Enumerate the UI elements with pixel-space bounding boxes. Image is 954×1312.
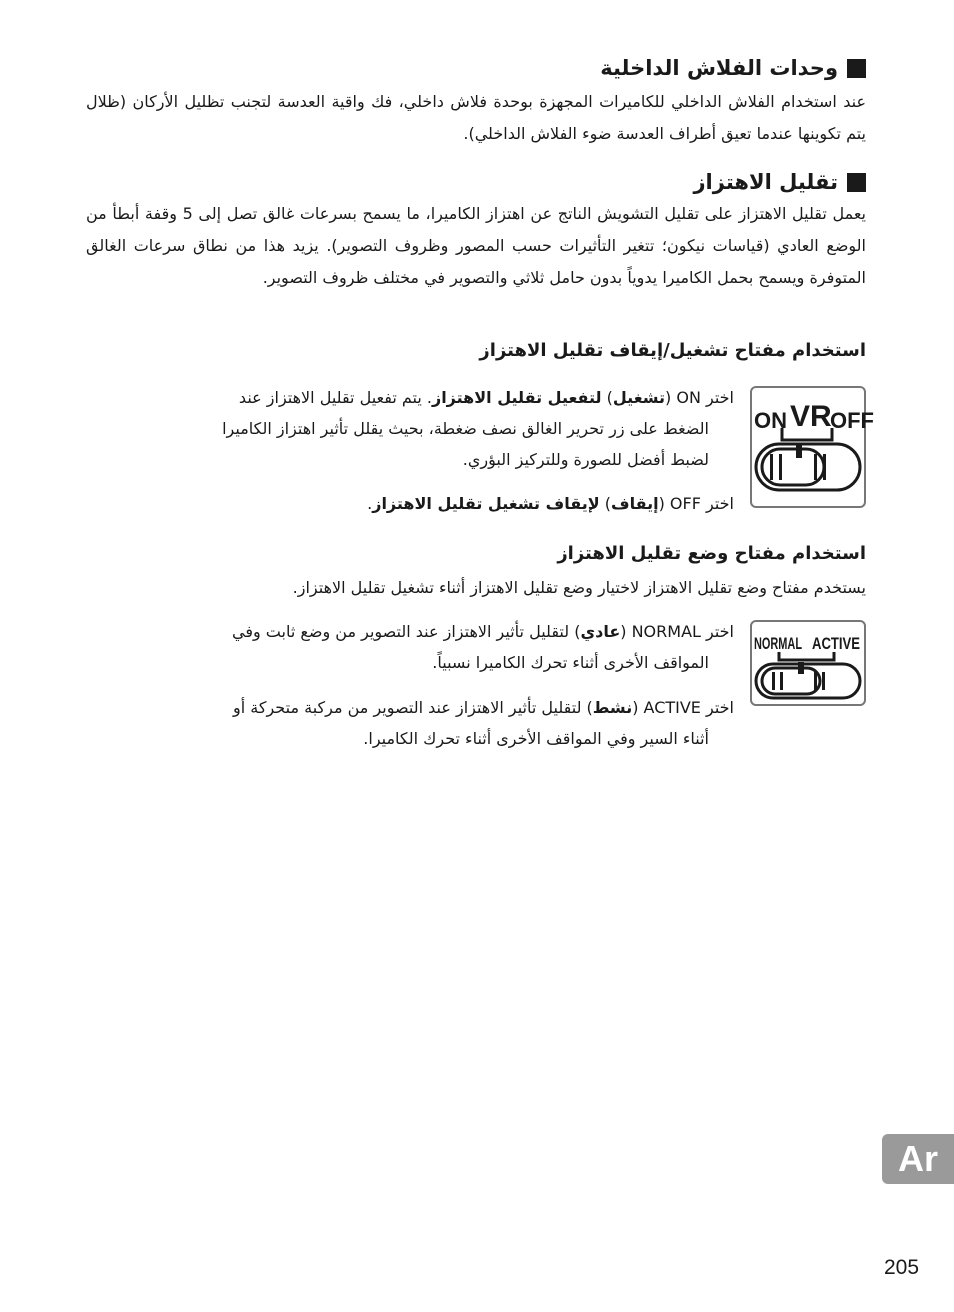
flash-paragraph: عند استخدام الفلاش الداخلي للكاميرات المجهزة بوحدة فلاش داخلي، فك واقية العدسة لتجنب تظليل الأركان (ظلال يتم تكوينها عندما تعيق أطراف العدسة ضوء الفلاش الداخلي). bbox=[86, 92, 866, 143]
vr-paragraph: يعمل تقليل الاهتزاز على تقليل التشويش الناتج عن اهتزاز الكاميرا، ما يسمح بسرعات غالق تصل إلى 5 وقفة أبطأ من الوضع العادي (قياسات نيكون؛ تتغير التأثيرات حسب المصور وظروف التصوير). يزيد هذا من نطاق سرعات الغالق المتوفرة ويسمح بحمل الكاميرا يدوياً بدون حامل ثلاثي والتصوير في مختلف ظروف التصوير. bbox=[86, 204, 866, 287]
vr-mode-switch-icon bbox=[752, 622, 864, 704]
vr-off-item: اختر OFF (إيقاف) لإيقاف تشغيل تقليل الاهتزاز. bbox=[367, 494, 734, 513]
vr-mode-switch-illustration bbox=[750, 620, 866, 706]
vr-switch-icon bbox=[752, 388, 874, 506]
page-number: 205 bbox=[884, 1256, 920, 1279]
square-bullet-icon bbox=[847, 173, 866, 192]
switch-label-off: OFF bbox=[830, 408, 874, 433]
vr-active-item: اختر ACTIVE (نشط) لتقليل تأثير الاهتزاز عند التصوير من مركبة متحركة أو أثناء السير وفي المواقف الأخرى أثناء تحرك الكاميرا. bbox=[233, 698, 734, 748]
vr-on-item: اختر ON (تشغيل) لتفعيل تقليل الاهتزاز. يتم تفعيل تقليل الاهتزاز عند الضغط على زر تحرير الغالق نصف ضغطة، بحيث يقلل تأثير اهتزاز الكاميرا لضبط أفضل للصورة وللتركيز البؤري. bbox=[222, 388, 734, 469]
vr-mode-heading: استخدام مفتاح وضع تقليل الاهتزاز bbox=[557, 543, 866, 564]
vr-on-off-switch-illustration bbox=[750, 386, 874, 508]
switch-label-active: ACTIVE bbox=[812, 634, 860, 653]
language-tab-ar: Ar bbox=[882, 1134, 954, 1184]
switch-label-on: ON bbox=[754, 408, 787, 433]
section-title-flash: وحدات الفلاش الداخلية bbox=[600, 56, 866, 80]
vr-switch-heading: استخدام مفتاح تشغيل/إيقاف تقليل الاهتزاز bbox=[479, 340, 866, 361]
square-bullet-icon bbox=[847, 59, 866, 78]
vr-mode-intro: يستخدم مفتاح وضع تقليل الاهتزاز لاختيار وضع تقليل الاهتزاز أثناء تشغيل تقليل الاهتزاز. bbox=[292, 578, 866, 597]
switch-label-vr: VR bbox=[790, 400, 832, 433]
section-title-vr: تقليل الاهتزاز bbox=[693, 170, 866, 194]
vr-normal-item: اختر NORMAL (عادي) لتقليل تأثير الاهتزاز عند التصوير من وضع ثابت وفي المواقف الأخرى أثناء تحرك الكاميرا نسبياً. bbox=[231, 622, 734, 672]
switch-label-normal: NORMAL bbox=[754, 634, 802, 653]
